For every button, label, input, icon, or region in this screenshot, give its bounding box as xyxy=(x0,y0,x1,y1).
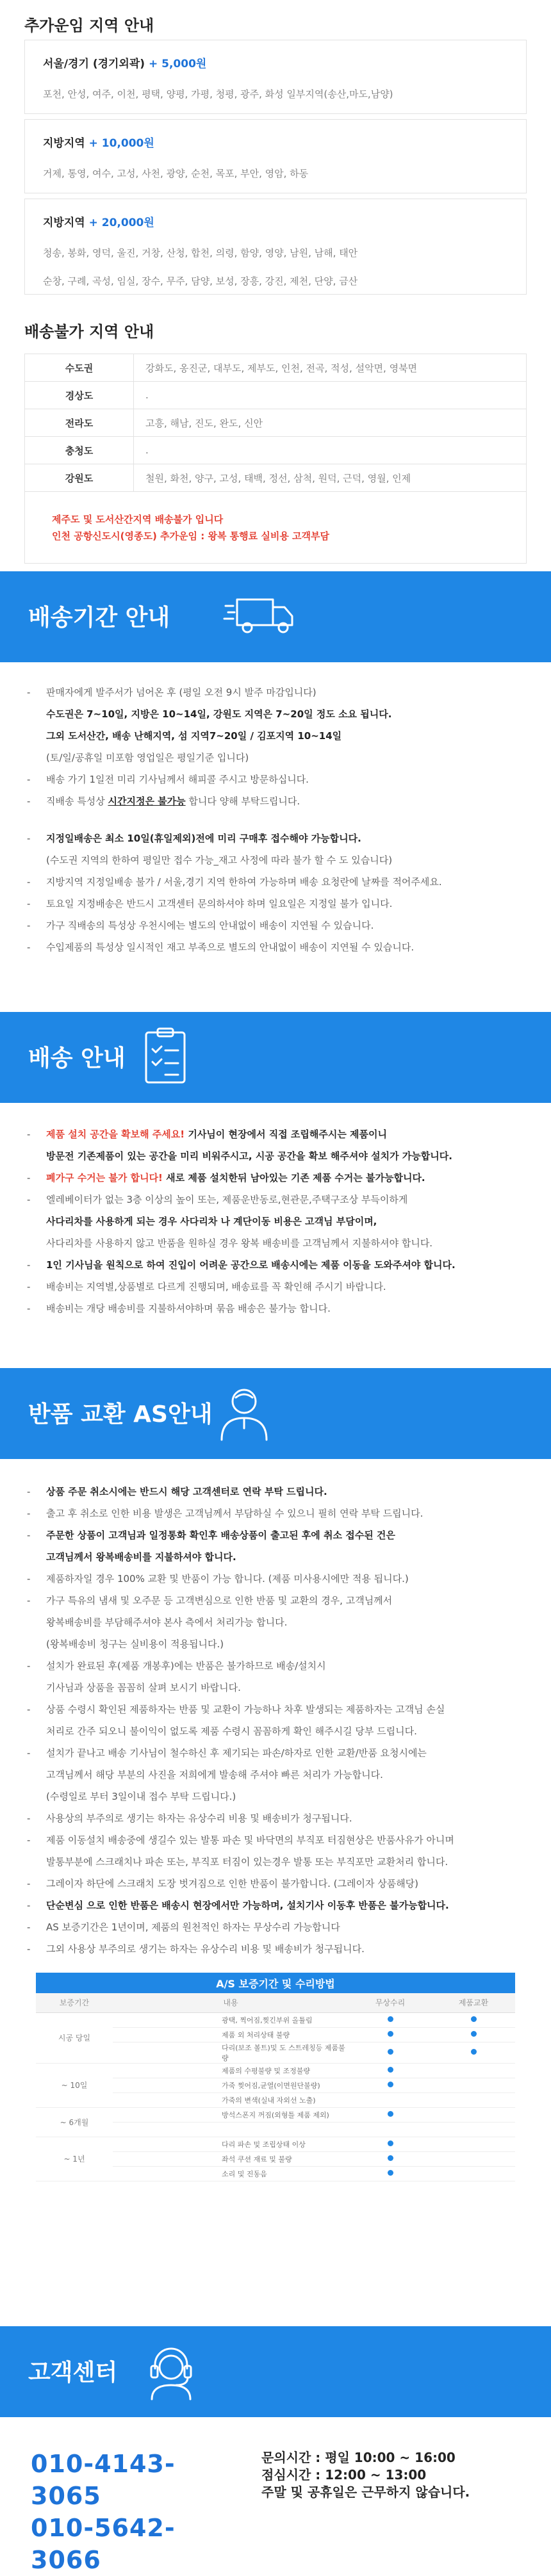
extra-fee-region-label: 지방지역 xyxy=(43,216,85,229)
list-item-cont: 사다리차를 사용하게 되는 경우 사다리차 나 계단이동 비용은 고객님 부담이며, xyxy=(46,1216,377,1227)
list-item-cont: 고객님께서 왕복배송비를 지불하셔야 합니다. xyxy=(46,1551,236,1563)
as-col-period: 보증기간 xyxy=(36,1993,113,2012)
no-delivery-note-line: 인천 공항신도시(영종도) 추가운임 : 왕복 통행료 실비용 고객부담 xyxy=(52,530,330,542)
list-item-cont: 발통부분에 스크래치나 파손 또는, 부직포 터짐이 있는경우 발통 또는 부직포만 교환처리 합니다. xyxy=(46,1856,448,1868)
list-item-cont: 왕복배송비를 부담해주셔야 본사 측에서 처리가능 합니다. xyxy=(46,1617,288,1628)
as-free-cell xyxy=(349,2078,432,2092)
delivery-banner xyxy=(0,1012,551,1103)
as-content: 방석스폰지 꺼짐(외형틀 제품 제외) xyxy=(113,2107,349,2122)
extra-fee-region-label: 지방지역 xyxy=(43,137,85,150)
as-exchange-cell xyxy=(432,2137,515,2151)
as-free-cell xyxy=(349,2151,432,2166)
list-item: - 직배송 특성상 시간지정은 불가능 합니다 양해 부탁드립니다. xyxy=(27,795,300,807)
as-table-title: A/S 보증기간 및 수리방법 xyxy=(36,1973,515,1993)
as-exchange-cell xyxy=(432,2151,515,2166)
list-item: - 토요일 지정배송은 반드시 고객센터 문의하셔야 하며 일요일은 지정일 불가 입니다. xyxy=(27,898,393,909)
list-item-cont: (수령일로 부터 3일이내 접수 부탁 드립니다.) xyxy=(46,1791,236,1802)
extra-fee-amount: + 20,000원 xyxy=(88,216,154,229)
list-item: - 설치가 끝나고 배송 기사님이 철수하신 후 제기되는 파손/하자로 인한 교환/반품 요청시에는 xyxy=(27,1747,427,1759)
list-item-cont: 방문전 기존제품이 있는 공간을 미리 비워주시고, 시공 공간을 확보 해주셔야 설치가 가능합니다. xyxy=(46,1150,452,1162)
as-col-exchange: 제품교환 xyxy=(432,1993,515,2012)
no-delivery-table xyxy=(24,354,527,492)
no-delivery-note xyxy=(24,492,527,564)
as-period: ~ 6개월 xyxy=(36,2107,113,2137)
as-content: 제품의 수평불량 및 조정불량 xyxy=(113,2063,349,2078)
region-cities: . xyxy=(134,382,527,409)
no-delivery-title: 배송불가 지역 안내 xyxy=(24,323,154,341)
as-period: ~ 1년 xyxy=(36,2137,113,2181)
list-item-cont: 기사님과 상품을 꼼꼼히 살펴 보시기 바랍니다. xyxy=(46,1682,241,1693)
as-content: 제품 외 처리상태 불량 xyxy=(113,2027,349,2042)
list-item: - 상품 수령시 확인된 제품하자는 반품 및 교환이 가능하나 차후 발생되는 제품하자는 고객님 손실 xyxy=(27,1704,445,1715)
list-item-cont: (토/일/공휴일 미포함 영업일은 평일기준 입니다) xyxy=(46,752,249,763)
extra-fee-card-head xyxy=(43,54,508,70)
region-name: 수도권 xyxy=(25,354,134,382)
list-item: - 수입제품의 특성상 일시적인 재고 부족으로 별도의 안내없이 배송이 지연될 수 있습니다. xyxy=(27,942,415,953)
extra-fee-amount: + 10,000원 xyxy=(88,137,154,150)
as-content: 가죽의 변색(실내 자외선 노출) xyxy=(113,2092,349,2107)
bullet-dot-icon xyxy=(388,2031,393,2037)
as-exchange-cell xyxy=(432,2166,515,2181)
bullet-dot-icon xyxy=(388,2082,393,2087)
table-row xyxy=(25,354,527,382)
as-exchange-cell xyxy=(432,2027,515,2042)
as-free-cell xyxy=(349,2107,432,2122)
extra-fee-areas: 거제, 통영, 여수, 고성, 사천, 광양, 순천, 목포, 부안, 영암, 하동 xyxy=(43,168,309,179)
bullet-dot-icon xyxy=(388,2016,393,2022)
checklist-icon xyxy=(140,1025,191,1089)
list-item: - 배송비는 지역별,상품별로 다르게 진행되며, 배송료를 꼭 확인해 주시기 바랍니다. xyxy=(27,1281,386,1292)
cs-phone-2[interactable]: 010-5642-3066 xyxy=(31,2514,176,2574)
list-item: - 설치가 완료된 후(제품 개봉후)에는 반품은 불가하므로 배송/설치시 xyxy=(27,1660,326,1672)
as-free-cell xyxy=(349,2027,432,2042)
list-item: - AS 보증기간은 1년이며, 제품의 원천적인 하자는 무상수리 가능합니다 xyxy=(27,1921,340,1933)
delivery-list xyxy=(0,1123,551,1319)
list-item: - 사용상의 부주의로 생기는 하자는 유상수리 비용 및 배송비가 청구됩니다. xyxy=(27,1813,352,1824)
bullet-dot-icon xyxy=(388,2067,393,2073)
extra-fee-areas: 포천, 안성, 여주, 이천, 평택, 양평, 가평, 청평, 광주, 화성 일부지역(송산,마도,남양) xyxy=(43,88,393,100)
bullet-dot-icon xyxy=(388,2049,393,2055)
as-free-cell xyxy=(349,2137,432,2151)
extra-fee-card-3 xyxy=(24,199,527,295)
as-exchange-cell xyxy=(432,2042,515,2063)
extra-fee-card-1 xyxy=(24,40,527,114)
as-period: ~ 10일 xyxy=(36,2063,113,2107)
list-item: - 폐가구 수거는 불가 합니다! 새로 제품 설치한뒤 남아있는 기존 제품 수거는 불가능합니다. xyxy=(27,1172,425,1184)
as-content: 가죽 찢어짐,균열(이면원단불량) xyxy=(113,2078,349,2092)
as-exchange-cell xyxy=(432,2122,515,2137)
list-item-cont: (수도권 지역의 한하여 평일만 접수 가능_재고 사정에 따라 불가 할 수 도 있습니다) xyxy=(46,854,393,866)
as-content: 광택, 찍어짐,찢긴부위 올튤림 xyxy=(113,2012,349,2027)
as-col-content: 내용 xyxy=(113,1993,349,2012)
region-cities: 강화도, 옹진군, 대부도, 제부도, 인천, 전곡, 적성, 설악면, 영북면 xyxy=(134,354,527,382)
list-item: - 배송 가기 1일전 미리 기사님께서 해피콜 주시고 방문하십니다. xyxy=(27,774,309,785)
return-banner xyxy=(0,1368,551,1459)
cs-info xyxy=(0,2448,551,2576)
extra-fee-card-head xyxy=(43,213,508,229)
extra-fee-areas: 순창, 구례, 곡성, 임실, 장수, 무주, 담양, 보성, 장흥, 강진, 제천, 단양, 금산 xyxy=(43,275,358,287)
bullet-dot-icon xyxy=(471,2031,477,2037)
list-item: - 지정일배송은 최소 10일(휴일제외)전에 미리 구매후 접수해야 가능합니다. xyxy=(27,833,361,844)
delivery-period-banner xyxy=(0,571,551,662)
table-row xyxy=(36,2063,515,2078)
region-name: 충청도 xyxy=(25,437,134,464)
truck-icon xyxy=(223,588,300,642)
table-row xyxy=(25,409,527,437)
list-item: - 1인 기사님을 원칙으로 하여 진입이 어려운 공간으로 배송시에는 제품 이동을 도와주셔야 합니다. xyxy=(27,1259,456,1271)
list-item: - 배송비는 개당 배송비를 지불하셔야하며 묶음 배송은 불가능 합니다. xyxy=(27,1303,331,1314)
table-row xyxy=(25,437,527,464)
delivery-period-list xyxy=(0,681,551,958)
list-item-cont: 사다리차를 사용하지 않고 반품을 원하실 경우 왕복 배송비를 고객님께서 지불하셔야 합니다. xyxy=(46,1237,433,1249)
as-table-body xyxy=(36,2012,515,2181)
list-item: - 가구 직배송의 특성상 우천시에는 별도의 안내없이 배송이 지연될 수 있습니다. xyxy=(27,920,374,931)
delivery-heading: 배송 안내 xyxy=(28,1045,126,1072)
bullet-dot-icon xyxy=(471,2016,477,2022)
list-item-cont: 수도권은 7~10일, 지방은 10~14일, 강원도 지역은 7~20일 정도 소요 됩니다. xyxy=(46,708,392,720)
list-item: - 상품 주문 취소시에는 반드시 해당 고객센터로 연락 부탁 드립니다. xyxy=(27,1486,327,1497)
as-free-cell xyxy=(349,2012,432,2027)
list-item-cont: 처리로 간주 되오니 불이익이 없도록 제품 수령시 꼼꼼하게 확인 해주시길 당부 드립니다. xyxy=(46,1725,417,1737)
table-row xyxy=(36,2107,515,2122)
list-item: - 제품하자일 경우 100% 교환 및 반품이 가능 합니다. (제품 미사용시에만 적용 됩니다.) xyxy=(27,1573,409,1585)
as-free-cell xyxy=(349,2166,432,2181)
as-content xyxy=(113,2122,349,2137)
list-item-cont: (왕복배송비 청구는 실비용이 적용됩니다.) xyxy=(46,1638,224,1650)
as-content: 다리(보조 볼트)및 도 스트레칭등 제품불량 xyxy=(113,2042,349,2063)
list-item: - 판매자에게 발주서가 넘어온 후 (평일 오전 9시 발주 마감입니다) xyxy=(27,687,317,698)
as-exchange-cell xyxy=(432,2012,515,2027)
as-free-cell xyxy=(349,2042,432,2063)
list-item: - 출고 후 취소로 인한 비용 발생은 고객님께서 부담하실 수 있으니 필히 연락 부탁 드립니다. xyxy=(27,1508,424,1519)
as-free-cell xyxy=(349,2063,432,2078)
cs-phone-1[interactable]: 010-4143-3065 xyxy=(31,2450,176,2510)
list-item: - 지방지역 지정일배송 불가 / 서울,경기 지역 한하여 가능하며 배송 요청란에 날짜를 적어주세요. xyxy=(27,876,442,888)
extra-fee-region-label: 서울/경기 (경기외곽) xyxy=(43,58,145,70)
region-cities: 고흥, 해남, 진도, 완도, 신안 xyxy=(134,409,527,437)
return-list xyxy=(0,1481,551,1960)
extra-fee-card-head xyxy=(43,134,508,150)
as-content: 소리 및 진동음 xyxy=(113,2166,349,2181)
list-item-cont: 그외 도서산간, 배송 난해지역, 섬 지역7~20일 / 김포지역 10~14일 xyxy=(46,730,342,742)
list-item: - 단순변심 으로 인한 반품은 배송시 현장에서만 가능하며, 설치기사 이동후 반품은 불가능합니다. xyxy=(27,1900,449,1911)
list-item: - 주문한 상품이 고객님과 일정통화 확인후 배송상품이 출고된 후에 취소 접수된 건은 xyxy=(27,1529,395,1541)
person-icon xyxy=(215,1382,273,1446)
as-exchange-cell xyxy=(432,2078,515,2092)
list-item: - 가구 특유의 냄새 및 오주문 등 고객변심으로 인한 반품 및 교환의 경우, 고객님께서 xyxy=(27,1595,393,1606)
extra-fee-card-2 xyxy=(24,119,527,193)
region-name: 강원도 xyxy=(25,464,134,492)
as-exchange-cell xyxy=(432,2092,515,2107)
list-item-cont: 고객님께서 해당 부분의 사진을 저희에게 발송해 주셔야 빠른 처리가 가능합니다. xyxy=(46,1769,383,1781)
table-row xyxy=(25,464,527,492)
cs-hours-line: 점심시간 : 12:00 ~ 13:00 xyxy=(261,2467,427,2482)
as-free-cell xyxy=(349,2092,432,2107)
return-heading: 반품 교환 AS안내 xyxy=(28,1401,213,1428)
extra-fee-areas: 청송, 봉화, 영덕, 울진, 거창, 산청, 합천, 의령, 함양, 영양, 남원, 남해, 태안 xyxy=(43,247,358,259)
cs-banner xyxy=(0,2326,551,2417)
cs-hours-line: 문의시간 : 평일 10:00 ~ 16:00 xyxy=(261,2450,456,2465)
cs-heading: 고객센터 xyxy=(28,2360,118,2386)
table-row xyxy=(25,382,527,409)
list-item: - 엘레베이터가 없는 3층 이상의 높이 또는, 제품운반동로,현관문,주택구조상 부득이하게 xyxy=(27,1194,408,1205)
bullet-dot-icon xyxy=(388,2140,393,2146)
extra-fee-title: 추가운임 지역 안내 xyxy=(24,17,154,35)
as-warranty-table xyxy=(36,1973,515,2181)
table-row xyxy=(36,2012,515,2027)
as-exchange-cell xyxy=(432,2107,515,2122)
region-name: 전라도 xyxy=(25,409,134,437)
list-item: - 제품 이동설치 배송중에 생길수 있는 발통 파손 및 바닥면의 부직포 터짐현상은 반품사유가 아니며 xyxy=(27,1834,454,1846)
region-name: 경상도 xyxy=(25,382,134,409)
bullet-dot-icon xyxy=(388,2155,393,2161)
bullet-dot-icon xyxy=(388,2111,393,2117)
as-col-free: 무상수리 xyxy=(349,1993,432,2012)
list-item: - 그외 사용상 부주의로 생기는 하자는 유상수리 비용 및 배송비가 청구됩니다. xyxy=(27,1943,365,1955)
as-exchange-cell xyxy=(432,2063,515,2078)
as-content: 다리 파손 및 조립상태 이상 xyxy=(113,2137,349,2151)
list-item: - 제품 설치 공간을 확보해 주세요! 기사님이 현장에서 직접 조립해주시는 제품이니 xyxy=(27,1129,388,1140)
delivery-period-heading: 배송기간 안내 xyxy=(28,605,170,631)
as-period: 시공 당일 xyxy=(36,2012,113,2063)
region-cities: 철원, 화천, 양구, 고성, 태백, 정선, 삼척, 원덕, 근덕, 영월, 인제 xyxy=(134,464,527,492)
list-item: - 그레이자 하단에 스크래치 도장 벗겨짐으로 인한 반품이 불가합니다. (그레이자 상품해당) xyxy=(27,1878,419,1889)
as-free-cell xyxy=(349,2122,432,2137)
bullet-dot-icon xyxy=(471,2049,477,2055)
as-content: 좌석 쿠션 재료 및 불량 xyxy=(113,2151,349,2166)
extra-fee-amount: + 5,000원 xyxy=(148,58,207,70)
cs-hours-line: 주말 및 공휴일은 근무하지 않습니다. xyxy=(261,2484,470,2500)
bullet-dot-icon xyxy=(388,2170,393,2176)
no-delivery-note-line: 제주도 및 도서산간지역 배송불가 입니다 xyxy=(52,513,224,525)
region-cities: . xyxy=(134,437,527,464)
table-row xyxy=(36,2137,515,2151)
headset-icon xyxy=(142,2340,200,2404)
